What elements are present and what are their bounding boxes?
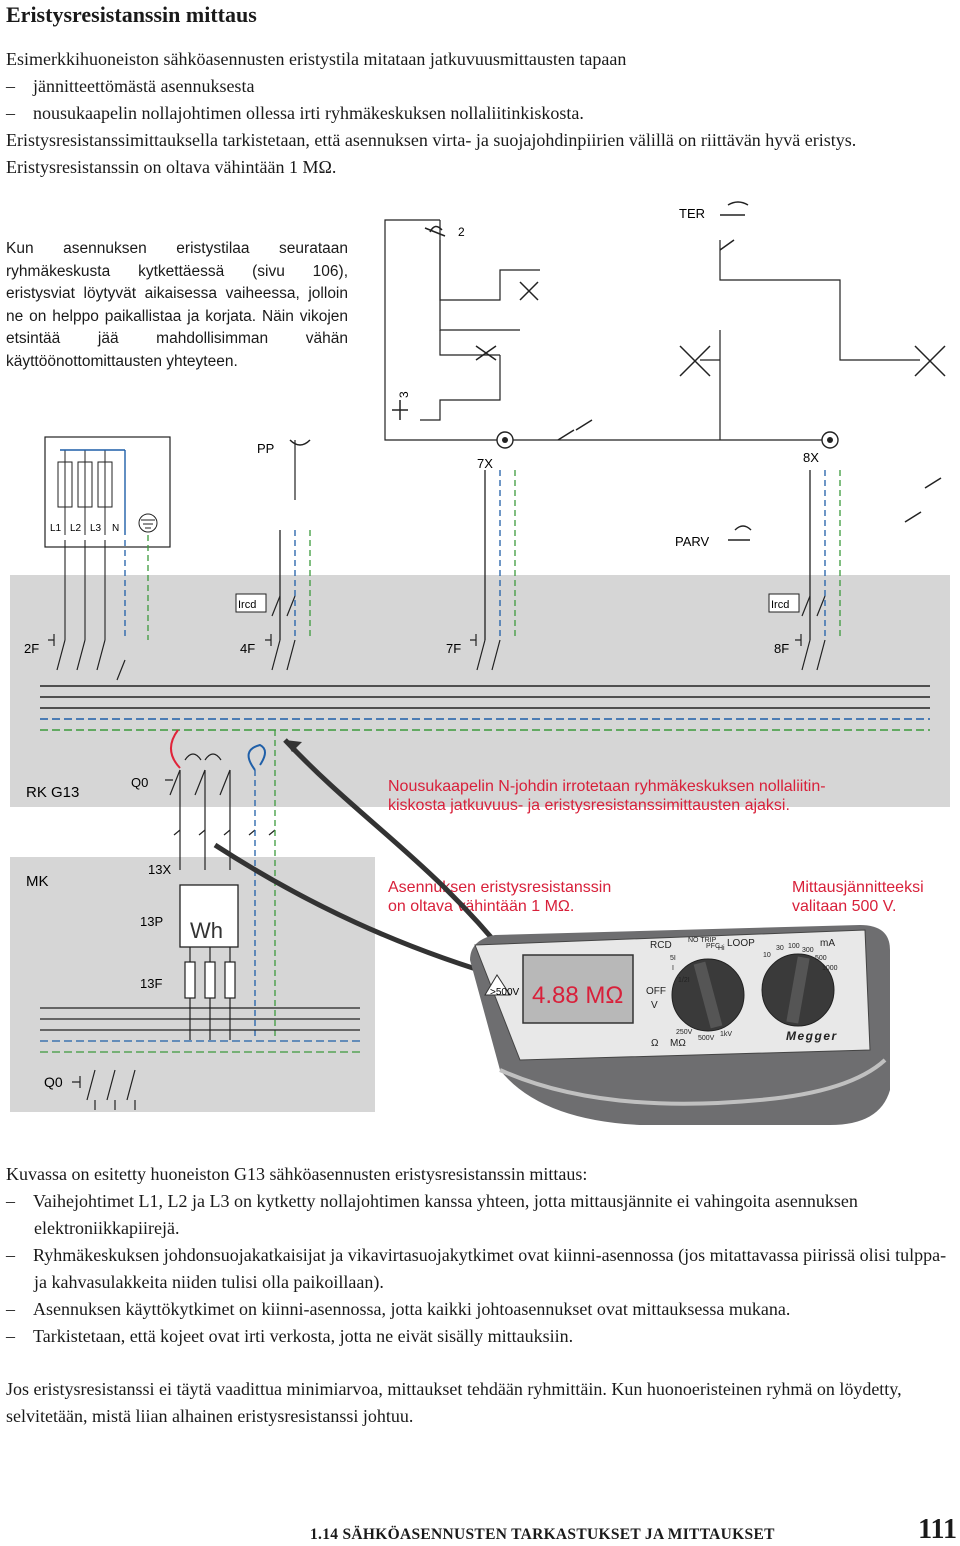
meter-rcd: RCD [650, 940, 672, 951]
conclusion-item: – Asennuksen käyttökytkimet on kiinni-asennossa, jotta kaikki johtoasennukset ovat mittauksessa mukana. [6, 1299, 791, 1319]
breaker-7f: 7F [446, 641, 462, 656]
meter-off: OFF [646, 986, 666, 997]
ircd-label-2: Ircd [771, 599, 790, 611]
note-mittaus-2: valitaan 500 V. [792, 898, 897, 915]
meter-ma-30: 30 [776, 945, 784, 952]
meter-250v: 250V [676, 1029, 693, 1036]
breaker-8f: 8F [774, 641, 790, 656]
meter-no-trip: NO TRIP [688, 937, 717, 944]
label-pp: PP [257, 441, 275, 456]
page-title: Eristysresistanssin mittaus [6, 2, 257, 27]
conclusion-item: – Tarkistetaan, että kojeet ovat irti verkosta, jotta ne eivät sisälly mittauksiin. [6, 1326, 574, 1346]
meter-pfc: PFC [706, 943, 720, 950]
final-paragraph: Jos eristysresistanssi ei täytä vaadittua minimiarvoa, mittaukset tehdään ryhmittäin. Kun huonoeristeinen ryhmä on löydetty, selvitetään, mistä liian alhainen eristysresistanssi johtuu. [6, 1379, 902, 1426]
ircd-label-1: Ircd [238, 599, 257, 611]
page-footer [310, 1514, 960, 1545]
socket-label-l2: L2 [70, 523, 82, 534]
label-7x: 7X [477, 456, 493, 471]
meter-rcd-half: 1/2I [678, 977, 690, 984]
breaker-4f: 4F [240, 641, 256, 656]
meter-ma-1000: 1000 [822, 965, 838, 972]
meter-ma: mA [820, 938, 835, 949]
meter-rcd-5i: 5I [670, 955, 676, 962]
panel-label-mk: MK [26, 873, 49, 890]
label-13f: 13F [140, 976, 163, 991]
rk-g13-panel [10, 575, 950, 807]
side-note: Kun asennuksen eristystilaa seurataan ryhmäkeskusta kytkettäessä (sivu 106), eristysviat löytyvät aikaisessa vaiheessa, jolloin ne on helppo paikallistaa ja korjata. Näin vikojen etsintää jää mahdollisimman vähän käyttöönottomittausten yhteyteen. [6, 240, 348, 370]
intro-item: – jännitteettömästä asennuksesta [6, 76, 255, 96]
note-nousukaapeli-2: kiskosta jatkuvuus- ja eristysresistanssimittausten ajaksi. [388, 797, 790, 814]
meter-brand: Megger [786, 1029, 838, 1043]
panel-label-q0: Q0 [131, 775, 149, 790]
meter-ma-500: 500 [815, 955, 827, 962]
megger-meter [470, 925, 890, 1125]
intro-lead: Esimerkkihuoneiston sähköasennusten eristystila mitataan jatkuvuusmittausten tapaan [6, 49, 627, 69]
meter-ma-100: 100 [788, 943, 800, 950]
conclusion-item: – Ryhmäkeskuksen johdonsuojakatkaisijat ja vikavirtasuojakytkimet ovat kiinni-asennossa (jos mitattavassa piirissä olisi tulppa- ja kahvasulakkeita niiden tulisi olla paikoillaan). [6, 1245, 947, 1292]
note-nousukaapeli-1: Nousukaapelin N-johdin irrotetaan ryhmäkeskuksen nollaliitin- [388, 778, 826, 795]
label-13p: 13P [140, 914, 164, 929]
meter-hi: Hi [718, 945, 725, 952]
circuit-diagram [0, 195, 960, 1125]
intro-paragraph [6, 46, 951, 181]
label-8x: 8X [803, 450, 819, 465]
label-3: 3 [397, 391, 411, 398]
note-asennuksen-1: Asennuksen eristysresistanssin [388, 879, 612, 896]
label-2: 2 [458, 225, 465, 239]
socket-box [45, 437, 170, 547]
note-asennuksen-2: on oltava vähintään 1 MΩ. [388, 898, 575, 915]
label-13x: 13X [148, 862, 172, 877]
footer-section-title: 1.14 SÄHKÖASENNUSTEN TARKASTUKSET JA MITTAUKSET [310, 1526, 775, 1543]
page-number: 111 [918, 1514, 957, 1545]
meter-1kv: 1kV [720, 1031, 733, 1038]
meter-warning: >500V [490, 987, 520, 998]
meter-v: V [651, 1000, 658, 1011]
intro-after: Eristysresistanssimittauksella tarkistetaan, että asennuksen virta- ja suojajohdinpiirien välillä on riittävän hyvä eristys. Eristysresistanssin on oltava vähintään 1 MΩ. [6, 130, 857, 177]
meter-rcd-i: I [672, 965, 674, 972]
meter-loop: LOOP [727, 938, 755, 949]
label-ter: TER [679, 206, 705, 221]
meter-ma-10: 10 [763, 952, 771, 959]
label-parv: PARV [675, 534, 710, 549]
meter-500v: 500V [698, 1035, 715, 1042]
note-mittaus-1: Mittausjännitteeksi [792, 879, 924, 896]
conclusion-item: – Vaihejohtimet L1, L2 ja L3 on kytketty nollajohtimen kanssa yhteen, jotta mittausjännite ei vahingoita asennuksen elektroniikkapiirejä. [6, 1191, 858, 1238]
meter-omega: Ω [651, 1038, 659, 1049]
socket-label-n: N [112, 523, 120, 534]
label-q0b: Q0 [44, 1074, 63, 1090]
conclusion-lead: Kuvassa on esitetty huoneiston G13 sähköasennusten eristysresistanssin mittaus: [6, 1164, 588, 1184]
installation-wiring [295, 220, 920, 500]
meter-mohm: MΩ [670, 1038, 686, 1049]
breaker-2f: 2F [24, 641, 40, 656]
socket-label-l1: L1 [50, 523, 62, 534]
earth-symbol [139, 514, 157, 532]
switch-symbols [290, 202, 945, 540]
panel-label-rk: RK G13 [26, 784, 80, 801]
meter-ma-300: 300 [802, 947, 814, 954]
socket-label-l3: L3 [90, 523, 102, 534]
intro-item: – nousukaapelin nollajohtimen ollessa irti ryhmäkeskuksen nollaliitinkiskosta. [6, 103, 584, 123]
meter-reading: 4.88 MΩ [532, 982, 624, 1009]
energy-meter-label: Wh [190, 918, 223, 943]
conclusion [6, 1161, 951, 1350]
